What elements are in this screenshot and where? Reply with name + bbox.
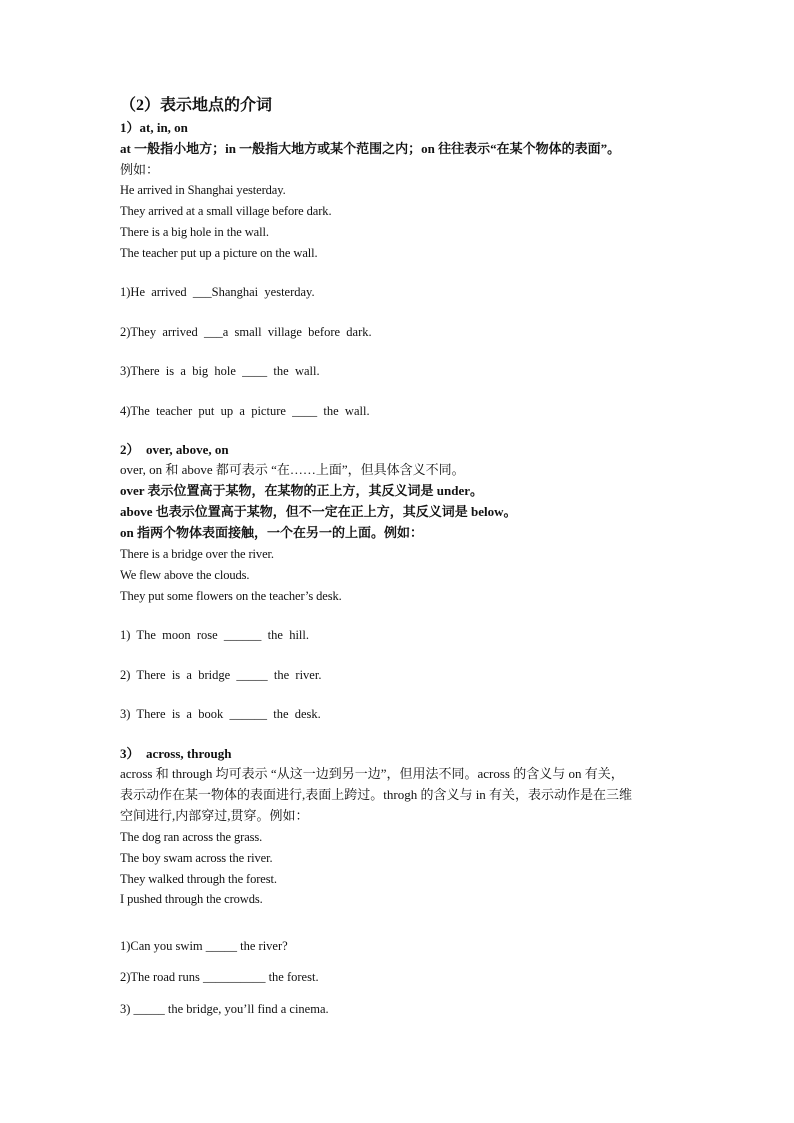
part2-intro: over, on 和 above 都可表示 “在……上面”，但具体含义不同。 bbox=[120, 462, 465, 477]
part1-exercise-4: 4)The teacher put up a picture ____ the wall. bbox=[120, 404, 370, 418]
part1-exercise-2: 2)They arrived ___a small village before dark. bbox=[120, 325, 372, 339]
part2-title: 2） over, above, on bbox=[120, 442, 229, 457]
part1-exercise-1: 1)He arrived ___Shanghai yesterday. bbox=[120, 285, 315, 299]
part1-example-2: They arrived at a small village before dark. bbox=[120, 204, 332, 218]
part3-exercise-1: 1)Can you swim _____ the river? bbox=[120, 939, 288, 953]
part1-example-1: He arrived in Shanghai yesterday. bbox=[120, 183, 286, 197]
part3-example-4: I pushed through the crowds. bbox=[120, 892, 263, 906]
part3-example-2: The boy swam across the river. bbox=[120, 851, 273, 865]
part3-rule-line-2: 表示动作在某一物体的表面进行,表面上跨过。throgh 的含义与 in 有关，表示动作是在三维 bbox=[120, 787, 633, 802]
part3-example-1: The dog ran across the grass. bbox=[120, 830, 263, 844]
part3-rule-line-1: across 和 through 均可表示 “从这一边到另一边”，但用法不同。across 的含义与 on 有关， bbox=[120, 766, 624, 781]
part1-rule: at 一般指小地方；in 一般指大地方或某个范围之内；on 往往表示“在某个物体的表面”。 bbox=[120, 141, 621, 156]
part2-example-1: There is a bridge over the river. bbox=[120, 547, 274, 561]
part1-exercise-3: 3)There is a big hole ____ the wall. bbox=[120, 364, 320, 378]
part2-example-2: We flew above the clouds. bbox=[120, 568, 250, 582]
part2-example-3: They put some flowers on the teacher’s desk. bbox=[120, 589, 342, 603]
part1-example-4: The teacher put up a picture on the wall. bbox=[120, 246, 318, 260]
part2-exercise-2: 2) There is a bridge _____ the river. bbox=[120, 668, 322, 682]
part2-rule-over: over 表示位置高于某物，在某物的正上方，其反义词是 under。 bbox=[120, 483, 484, 498]
part3-rule-line-3: 空间进行,内部穿过,贯穿。例如： bbox=[120, 808, 309, 823]
part2-rule-on: on 指两个物体表面接触，一个在另一的上面。例如： bbox=[120, 525, 423, 540]
part3-exercise-3: 3) _____ the bridge, you’ll find a cinema. bbox=[120, 1002, 329, 1016]
part3-title: 3） across, through bbox=[120, 746, 232, 761]
part1-example-3: There is a big hole in the wall. bbox=[120, 225, 269, 239]
part2-exercise-3: 3) There is a book ______ the desk. bbox=[120, 707, 321, 721]
part3-example-3: They walked through the forest. bbox=[120, 872, 277, 886]
section-title: （2）表示地点的介词 bbox=[120, 97, 273, 114]
part2-rule-above: above 也表示位置高于某物，但不一定在正上方，其反义词是 below。 bbox=[120, 504, 517, 519]
part1-example-label: 例如： bbox=[120, 162, 160, 177]
part2-exercise-1: 1) The moon rose ______ the hill. bbox=[120, 628, 309, 642]
part3-exercise-2: 2)The road runs __________ the forest. bbox=[120, 970, 319, 984]
part1-title: 1）at, in, on bbox=[120, 120, 188, 135]
